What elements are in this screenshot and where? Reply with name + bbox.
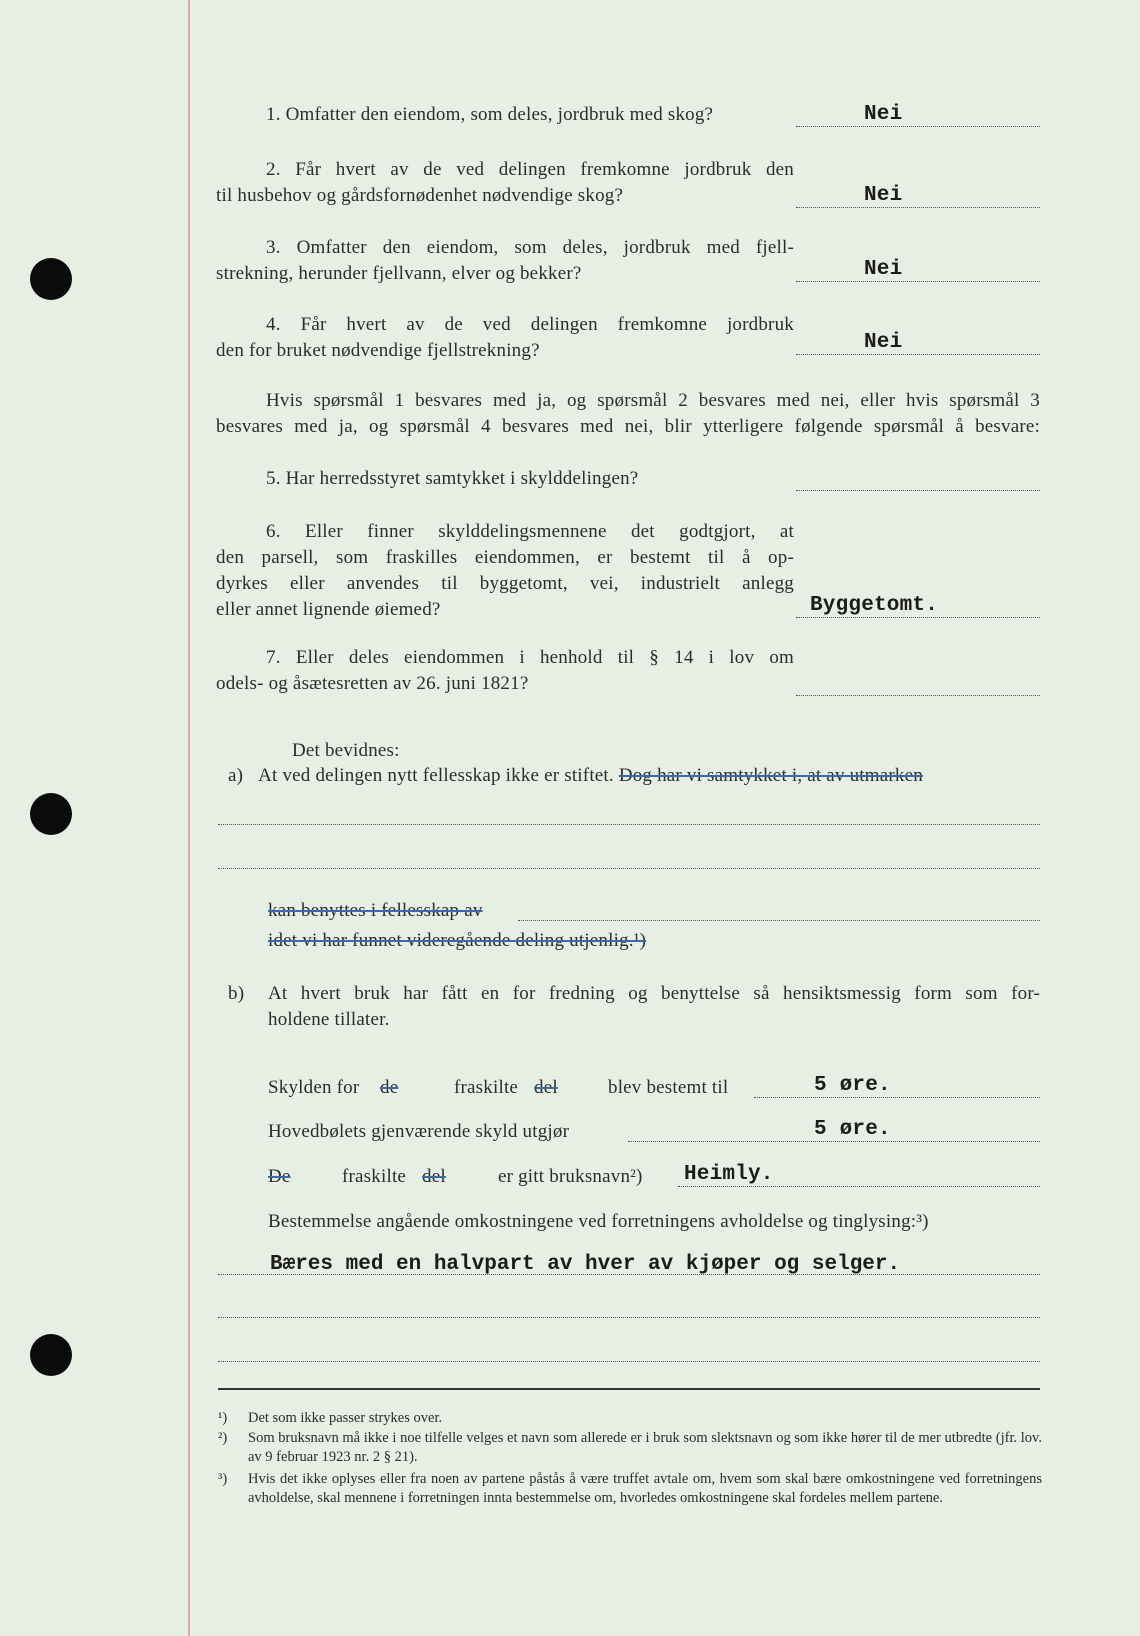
certify-item-a [228,763,923,789]
punch-hole [30,1334,72,1376]
item-a-struck-text: Dog har vi samtykket i, at av utmarken [618,765,923,786]
intro-line2: besvares med ja, og spørsmål 4 besvares med nei, blir ytterligere følgende spørsmål å besvare: [216,416,1040,437]
question-text: Omfatter den eiendom, som deles, jordbruk med skog? [285,104,714,125]
navn-value: Heimly. [684,1163,774,1186]
common-use-struck-text: kan benyttes i fellesskap av [268,900,483,921]
question-text-line1: Eller finner skylddelingsmennene det godtgjort, at [305,521,795,542]
common-use-line [258,898,1040,922]
skyld-row [268,1075,1040,1103]
skyld-struck-1: de [380,1077,399,1098]
costs-value: Bæres med en halvpart av hver av kjøper og selger. [270,1253,901,1276]
question-4 [216,312,1040,366]
punch-hole [30,258,72,300]
question-text-line2: strekning, herunder fjellvann, elver og bekker? [216,263,582,284]
skyld-value: 5 øre. [814,1074,891,1097]
question-number: 2. [266,159,281,180]
question-7 [216,645,1040,699]
answer-field[interactable] [796,259,1040,282]
question-number: 6. [266,521,281,542]
blank-line[interactable] [218,1361,1040,1362]
question-text: Har herredsstyret samtykket i skylddelingen? [285,468,639,489]
question-number: 4. [266,314,281,335]
question-text-line1: Får hvert av de ved delingen fremkomne jordbruk den [295,159,795,180]
costs-field[interactable] [218,1246,1040,1275]
question-text-line1: Får hvert av de ved delingen fremkomne jordbruk [300,314,794,335]
costs-label: Bestemmelse angående omkostningene ved forretningens avholdelse og tinglysing:³) [268,1211,929,1232]
answer-field[interactable] [796,468,1040,491]
navn-struck-2: del [422,1166,446,1187]
item-label: a) [228,765,244,786]
since-struck-text: idet vi har funnet videregående deling utjenlig.¹) [268,930,647,951]
blank-line[interactable] [218,868,1040,869]
answer-value: Byggetomt. [810,594,939,617]
skyld-prefix: Skylden for [268,1077,360,1098]
question-text-line2: den parsell, som fraskilles eiendommen, er bestemt til å op- [216,547,794,568]
question-text-line4: eller annet lignende øiemed? [216,599,441,620]
intro-line1: Hvis spørsmål 1 besvares med ja, og spørsmål 2 besvares med nei, eller hvis spørsmål 3 [266,390,1040,411]
since-line [258,928,646,954]
skyld-mid: fraskilte [454,1077,519,1098]
blank-line[interactable] [518,920,1040,921]
footnote-2 [218,1429,1042,1467]
hoved-label: Hovedbølets gjenværende skyld utgjør [268,1121,570,1142]
navn-struck-1: De [268,1166,291,1187]
question-text-line3: dyrkes eller anvendes til byggetomt, vei, industrielt anlegg [216,573,794,594]
footnote-rule [218,1388,1040,1390]
navn-suffix: er gitt bruksnavn²) [498,1166,643,1187]
answer-field[interactable] [796,595,1040,618]
question-text-line1: Eller deles eiendommen i henhold til § 14 i lov om [295,647,795,668]
navn-field[interactable] [678,1164,1040,1187]
footnote-text: Hvis det ikke oplyses eller fra noen av partene påstås å være truffet avtale om, hvem som skal bære omkostningene ved forretningens avholdelse, skal mennene i forretningen innta bestemmelse om, hvorledes omkostningene skal fordeles mellem partene. [248,1471,1042,1506]
footnote-mark: ¹) [218,1410,228,1426]
navn-mid: fraskilte [342,1166,407,1187]
skyld-struck-2: del [534,1077,558,1098]
blank-line[interactable] [218,824,1040,825]
intro-paragraph [216,388,1040,442]
punch-hole [30,793,72,835]
footnote-1 [218,1409,1042,1428]
question-number: 5. [266,468,281,489]
question-6 [216,519,1040,625]
answer-field[interactable] [796,185,1040,208]
footnote-mark: ²) [218,1430,228,1446]
question-text-line2: den for bruket nødvendige fjellstrekning? [216,340,540,361]
question-text-line2: til husbehov og gårdsfornødenhet nødvendige skog? [216,185,624,206]
question-text-line1: Omfatter den eiendom, som deles, jordbruk med fjell- [296,237,794,258]
answer-field[interactable] [796,332,1040,355]
answer-value: Nei [864,103,903,126]
blank-line[interactable] [218,1317,1040,1318]
question-number: 3. [266,237,281,258]
item-label: b) [228,983,245,1004]
footnote-3 [218,1470,1042,1508]
answer-field[interactable] [796,104,1040,127]
question-3 [216,235,1040,289]
question-number: 1. [266,104,281,125]
hoved-field[interactable] [628,1119,1040,1142]
navn-row [268,1164,1040,1192]
skyld-field[interactable] [754,1075,1040,1098]
footnote-text: Det som ikke passer strykes over. [248,1410,443,1426]
answer-field[interactable] [796,673,1040,696]
hoved-row [268,1119,1040,1147]
item-b-line1: At hvert bruk har fått en for fredning og benyttelse så hensiktsmessig form som for- [268,983,1040,1004]
question-5 [216,466,1040,494]
answer-value: Nei [864,258,903,281]
answer-value: Nei [864,331,903,354]
certify-heading: Det bevidnes: [292,740,400,761]
question-2 [216,157,1040,211]
answer-value: Nei [864,184,903,207]
certify-item-b [228,981,1040,1033]
question-text-line2: odels- og åsætesretten av 26. juni 1821? [216,673,529,694]
footnote-mark: ³) [218,1471,228,1487]
skyld-suffix: blev bestemt til [608,1077,729,1098]
item-b-line2: holdene tillater. [268,1009,390,1030]
footnote-text: Som bruksnavn må ikke i noe tilfelle velges et navn som allerede er i bruk som slektsnavn og som ikke hører til de mer utbredte (jfr. lov. av 9 februar 1923 nr. 2 § 21). [248,1430,1042,1465]
question-number: 7. [266,647,281,668]
hoved-value: 5 øre. [814,1118,891,1141]
item-a-text: At ved delingen nytt fellesskap ikke er stiftet. [258,765,614,786]
question-1 [216,102,1040,130]
margin-line [188,0,190,1636]
